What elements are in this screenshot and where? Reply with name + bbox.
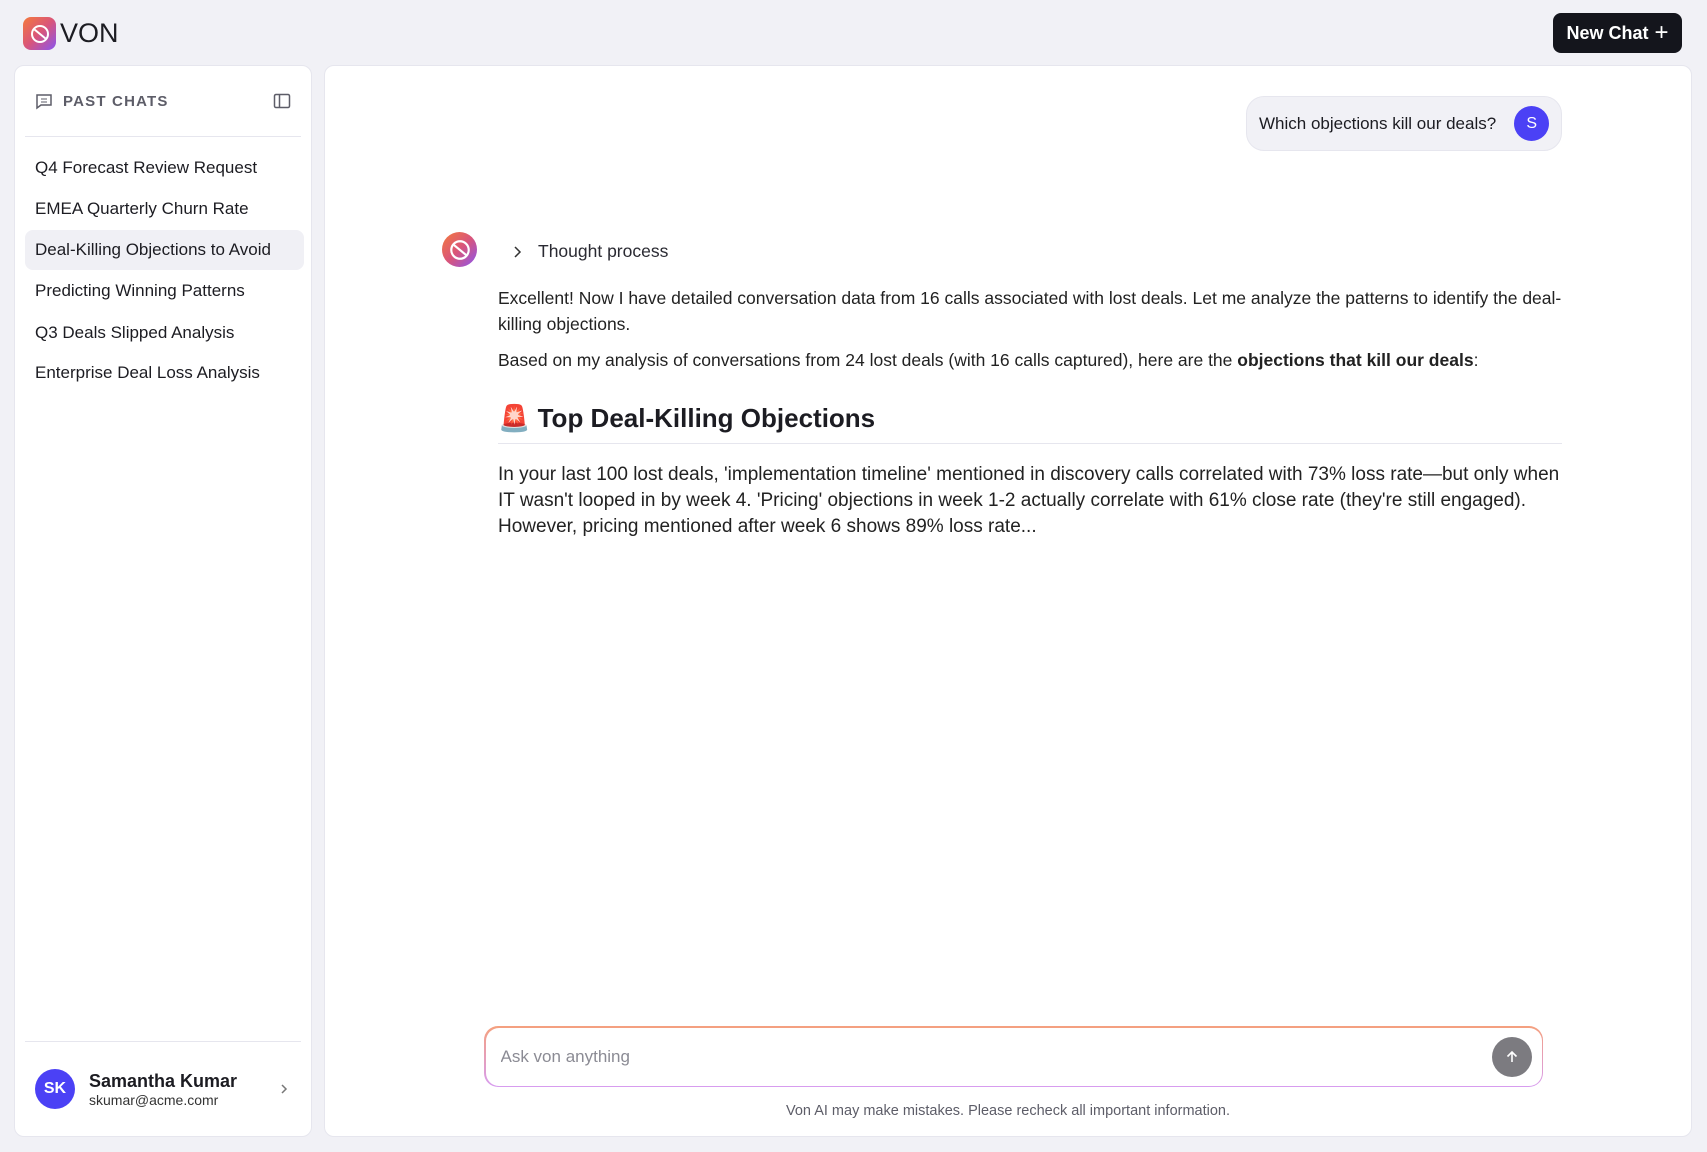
- app-name: VON: [60, 18, 119, 48]
- sidebar: [14, 65, 312, 1137]
- new-chat-button[interactable]: [1553, 13, 1682, 53]
- divider: [25, 136, 301, 137]
- text: Based on my analysis of conversations from 24 lost deals (with 16 calls captured), here are the: [498, 350, 1238, 370]
- new-chat-label: New Chat: [1566, 22, 1649, 43]
- chat-panel: [324, 65, 1692, 1137]
- von-bot-avatar-icon: [442, 232, 477, 267]
- chevron-right-icon[interactable]: [277, 1082, 291, 1096]
- plus-icon: +: [1654, 19, 1669, 46]
- composer: [484, 1026, 1543, 1087]
- app-logo: [23, 17, 119, 50]
- siren-icon: 🚨: [498, 403, 531, 433]
- past-chats-title: PAST CHATS: [63, 92, 169, 110]
- send-button[interactable]: [1492, 1037, 1532, 1077]
- disclaimer: Von AI may make mistakes. Please recheck all important information.: [785, 1103, 1231, 1119]
- sidebar-toggle-icon[interactable]: [273, 92, 291, 110]
- chat-history-label: Deal-Killing Objections to Avoid: [35, 240, 271, 259]
- chat-history-label: Q3 Deals Slipped Analysis: [35, 323, 235, 342]
- user-name: Samantha Kumar: [89, 1070, 238, 1091]
- bold-text: objections that kill our deals: [1237, 350, 1474, 370]
- response-paragraph: Excellent! Now I have detailed conversation data from 16 calls associated with lost deals. Let me analyze the patterns to identify the deal-killing objections.: [498, 288, 1562, 334]
- chat-history-label: Enterprise Deal Loss Analysis: [35, 363, 260, 382]
- chat-history-item[interactable]: [25, 353, 304, 393]
- text: :: [1473, 350, 1479, 370]
- assistant-response: [498, 285, 1562, 550]
- response-paragraph: In your last 100 lost deals, 'implementation timeline' mentioned in discovery calls correlated with 73% loss rate—but only when IT wasn't looped in by week 4. 'Pricing' objections in week 1-2 actually correlate with 61% close rate (they're still engaged). However, pricing mentioned after week 6 shows 89% loss rate...: [498, 464, 1560, 537]
- chat-history-label: Predicting Winning Patterns: [35, 281, 245, 300]
- heading-text: Top Deal-Killing Objections: [537, 403, 876, 433]
- past-chats-header: [35, 92, 291, 110]
- user-avatar: SK: [35, 1069, 75, 1109]
- response-paragraph: [498, 347, 1562, 373]
- thought-process-label: Thought process: [538, 241, 669, 261]
- chat-history-label: EMEA Quarterly Churn Rate: [35, 199, 249, 218]
- chevron-right-icon: [510, 245, 524, 259]
- divider: [25, 1041, 301, 1042]
- chat-history-item[interactable]: [25, 313, 304, 353]
- chat-history-item[interactable]: [25, 189, 304, 229]
- chat-history-label: Q4 Forecast Review Request: [35, 158, 258, 177]
- chat-icon: [35, 92, 53, 110]
- chat-input[interactable]: [501, 1047, 1492, 1067]
- user-email: skumar@acme.comr: [89, 1091, 219, 1108]
- chat-history-item[interactable]: [25, 271, 304, 311]
- arrow-up-icon: [1504, 1049, 1520, 1065]
- user-profile[interactable]: [35, 1069, 291, 1109]
- von-logo-icon: [23, 17, 56, 50]
- chat-history-item-active[interactable]: [25, 230, 304, 270]
- chat-history-item[interactable]: [25, 148, 304, 188]
- user-message-text: Which objections kill our deals?: [1259, 113, 1497, 133]
- user-message-avatar: S: [1514, 106, 1549, 141]
- thought-process-toggle[interactable]: [510, 241, 668, 262]
- user-message-bubble: [1246, 96, 1562, 151]
- response-heading: [498, 401, 1562, 444]
